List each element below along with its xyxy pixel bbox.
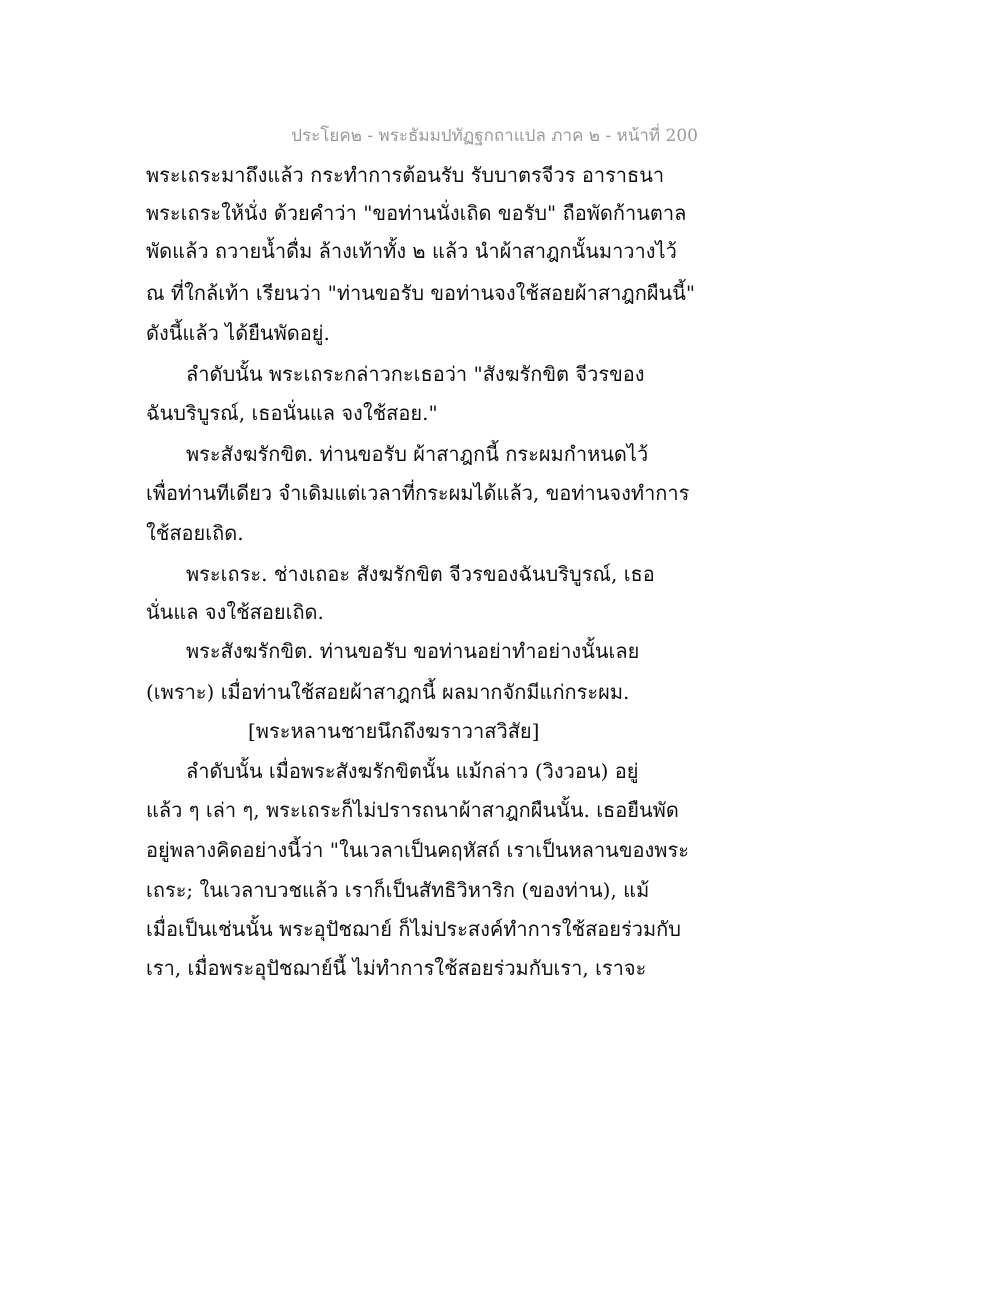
text-line: (เพราะ) เมื่อท่านใช้สอยผ้าสาฎกนี้ ผลมากจักมีแก่กระผม. — [146, 680, 630, 704]
text-line: พระสังฆรักขิต. ท่านขอรับ ผ้าสาฎกนี้ กระผมกำหนดไว้ — [186, 442, 649, 466]
text-line: ณ ที่ใกล้เท้า เรียนว่า "ท่านขอรับ ขอท่านจงใช้สอยผ้าสาฎกผืนนี้" — [146, 281, 696, 305]
text-line: ลำดับนั้น เมื่อพระสังฆรักขิตนั้น แม้กล่าว (วิงวอน) อยู่ — [186, 759, 639, 783]
text-line: เพื่อท่านทีเดียว จำเดิมแต่เวลาที่กระผมได้แล้ว, ขอท่านจงทำการ — [146, 481, 690, 505]
text-line: เมื่อเป็นเช่นนั้น พระอุปัชฌาย์ ก็ไม่ประสงค์ทำการใช้สอยร่วมกับ — [146, 917, 681, 941]
text-line: เรา, เมื่อพระอุปัชฌาย์นี้ ไม่ทำการใช้สอยร่วมกับเรา, เราจะ — [146, 956, 647, 980]
text-line: เถระ; ในเวลาบวชแล้ว เราก็เป็นสัทธิวิหาริก (ของท่าน), แม้ — [146, 878, 650, 902]
text-line: แล้ว ๆ เล่า ๆ, พระเถระก็ไม่ปรารถนาผ้าสาฎกผืนนั้น. เธอยืนพัด — [146, 798, 679, 822]
text-line: ดังนี้แล้ว ได้ยืนพัดอยู่. — [146, 321, 330, 345]
text-line: ลำดับนั้น พระเถระกล่าวกะเธอว่า "สังฆรักขิต จีวรของ — [186, 362, 645, 386]
text-line: อยู่พลางคิดอย่างนี้ว่า "ในเวลาเป็นคฤหัสถ์ เราเป็นหลานของพระ — [146, 838, 689, 862]
text-line: พระเถระมาถึงแล้ว กระทำการต้อนรับ รับบาตรจีวร อาราธนา — [146, 163, 665, 187]
text-line: นั่นแล จงใช้สอยเถิด. — [146, 600, 324, 624]
text-line: พระเถระ. ช่างเถอะ สังฆรักขิต จีวรของฉันบริบูรณ์, เธอ — [186, 562, 655, 586]
text-line: ฉันบริบูรณ์, เธอนั่นแล จงใช้สอย." — [146, 401, 438, 425]
text-line: พระเถระให้นั่ง ด้วยคำว่า "ขอท่านนั่งเถิด ขอรับ" ถือพัดก้านตาล — [146, 201, 687, 225]
section-heading: [พระหลานชายนึกถึงฆราวาสวิสัย] — [248, 719, 540, 743]
page-header: ประโยค๒ - พระธัมมปทัฏฐกถาแปล ภาค ๒ - หน้าที่ 200 — [291, 126, 698, 146]
text-line: ใช้สอยเถิด. — [146, 521, 244, 545]
text-line: พัดแล้ว ถวายน้ำดื่ม ล้างเท้าทั้ง ๒ แล้ว นำผ้าสาฎกนั้นมาวางไว้ — [146, 239, 677, 263]
text-line: พระสังฆรักขิต. ท่านขอรับ ขอท่านอย่าทำอย่างนั้นเลย — [186, 639, 640, 663]
